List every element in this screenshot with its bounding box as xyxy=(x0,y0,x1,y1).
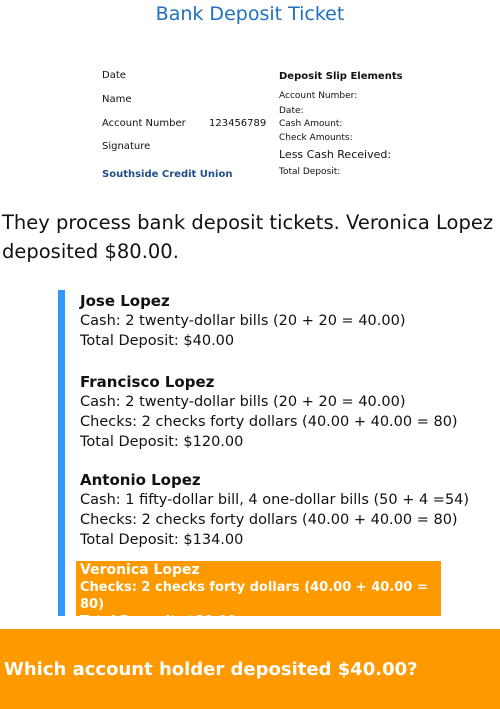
question-banner xyxy=(0,629,500,709)
statement-text: They process bank deposit tickets. Veronica Lopez deposited $80.00. xyxy=(2,211,494,263)
holder-name: Francisco Lopez xyxy=(80,373,215,391)
slip-total-deposit-field: Total Deposit: xyxy=(279,167,341,177)
highlight-text xyxy=(80,562,441,630)
slip-bank-name: Southside Credit Union xyxy=(102,169,233,180)
slip-account-label: Account Number xyxy=(102,118,186,129)
slip-date-label: Date xyxy=(102,70,126,81)
holder-total-line: Total Deposit: $80.00 xyxy=(80,614,237,629)
holder-checks-line: Checks: 2 checks forty dollars (40.00 + 40.00 = 80) xyxy=(80,512,458,528)
accent-bar xyxy=(58,290,65,616)
holder-cash-line: Cash: 2 twenty-dollar bills (20 + 20 = 40.00) xyxy=(80,313,406,329)
page-title: Bank Deposit Ticket xyxy=(155,3,345,25)
holder-checks-line: Checks: 2 checks forty dollars (40.00 + 40.00 = 80) xyxy=(80,414,458,430)
holder-cash-line: Cash: 1 fifty-dollar bill, 4 one-dollar bills (50 + 4 =54) xyxy=(80,492,470,508)
account-holder-antonio xyxy=(80,470,469,550)
highlighted-account-veronica xyxy=(76,561,441,629)
slip-signature-label: Signature xyxy=(102,141,151,152)
slip-elements-heading: Deposit Slip Elements xyxy=(279,71,403,82)
question-text: Which account holder deposited $40.00? xyxy=(4,659,418,680)
holder-total-line: Total Deposit: $134.00 xyxy=(80,532,244,548)
holder-checks-line: Checks: 2 checks forty dollars (40.00 + 40.00 = 80) xyxy=(80,580,428,612)
deposit-slip xyxy=(94,64,404,190)
slip-account-number-field: Account Number: xyxy=(279,91,358,101)
slip-cash-amount-field: Cash Amount: xyxy=(279,119,343,129)
holder-name: Jose Lopez xyxy=(80,292,170,310)
slip-less-cash-field: Less Cash Received: xyxy=(279,148,392,161)
slip-check-amounts-field: Check Amounts: xyxy=(279,133,353,143)
slip-account-number: 123456789 xyxy=(209,118,267,129)
holder-name: Veronica Lopez xyxy=(80,562,200,578)
slip-name-label: Name xyxy=(102,94,132,105)
holder-cash-line: Cash: 2 twenty-dollar bills (20 + 20 = 40.00) xyxy=(80,394,406,410)
account-holder-francisco xyxy=(80,372,458,452)
slip-date-field: Date: xyxy=(279,106,304,116)
holder-name: Antonio Lopez xyxy=(80,471,201,489)
account-holder-jose xyxy=(80,291,406,351)
holder-total-line: Total Deposit: $120.00 xyxy=(80,434,244,450)
holder-total-line: Total Deposit: $40.00 xyxy=(80,333,235,349)
